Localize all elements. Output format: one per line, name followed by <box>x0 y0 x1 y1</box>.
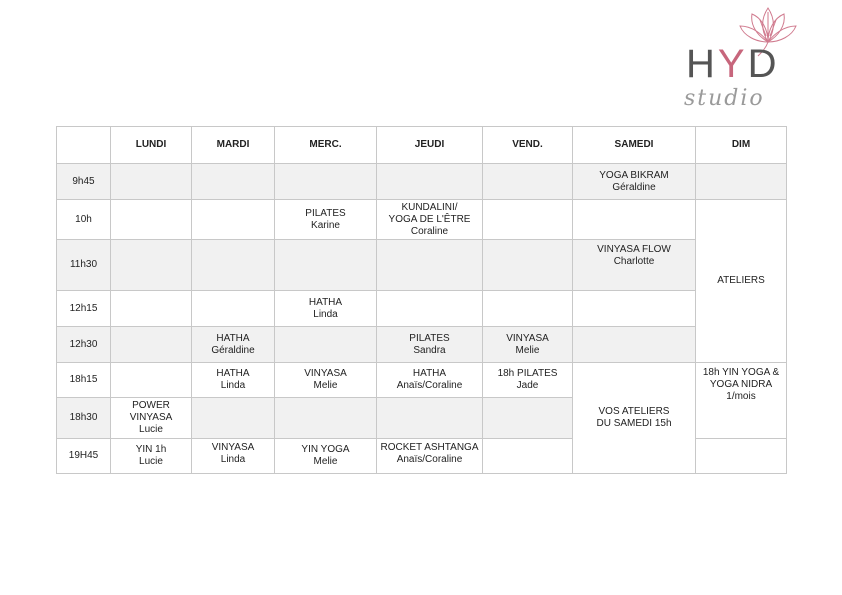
time-cell: 18h30 <box>57 398 111 439</box>
row-18h15 <box>57 363 787 398</box>
time-cell: 9h45 <box>57 164 111 200</box>
time-cell: 12h15 <box>57 291 111 327</box>
class-cell <box>377 363 483 398</box>
empty-cell <box>573 327 696 363</box>
teacher-name: Lucie <box>139 456 163 467</box>
class-cell <box>275 200 377 240</box>
teacher-name: Anaïs/Coraline <box>396 454 463 465</box>
class-name: 18h PILATES <box>497 368 558 379</box>
empty-cell <box>483 200 573 240</box>
class-cell <box>377 200 483 240</box>
empty-cell <box>696 439 787 474</box>
teacher-name: Lucie <box>139 424 163 435</box>
class-cell <box>275 363 377 398</box>
empty-cell <box>377 240 483 291</box>
class-name: VINYASA <box>129 412 173 423</box>
empty-cell <box>192 240 275 291</box>
class-cell <box>483 363 573 398</box>
teacher-name: Karine <box>311 219 340 231</box>
teacher-name: Géraldine <box>612 181 656 193</box>
teacher-name: Melie <box>313 380 338 391</box>
class-name: KUNDALINI/ <box>401 201 458 213</box>
teacher-name: Anaïs/Coraline <box>396 380 463 391</box>
header-dimanche: DIM <box>696 127 787 164</box>
row-12h30 <box>57 327 787 363</box>
time-cell: 10h <box>57 200 111 240</box>
empty-cell <box>192 200 275 240</box>
row-10h <box>57 200 787 240</box>
empty-cell <box>192 164 275 200</box>
class-name: 18h YIN YOGA & <box>702 367 780 378</box>
empty-cell <box>275 164 377 200</box>
empty-cell <box>111 291 192 327</box>
empty-cell <box>275 327 377 363</box>
empty-cell <box>111 240 192 291</box>
empty-cell <box>111 363 192 398</box>
class-name: YIN 1h <box>135 444 167 455</box>
empty-cell <box>483 291 573 327</box>
time-cell: 18h15 <box>57 363 111 398</box>
ateliers-line: VOS ATELIERS <box>598 406 670 417</box>
empty-cell <box>483 164 573 200</box>
class-cell <box>192 327 275 363</box>
header-jeudi: JEUDI <box>377 127 483 164</box>
samedi-ateliers-cell <box>573 363 696 474</box>
class-name: HATHA <box>216 332 250 344</box>
teacher-name: Linda <box>220 380 246 391</box>
empty-cell <box>573 200 696 240</box>
empty-cell <box>377 291 483 327</box>
class-cell <box>275 439 377 474</box>
class-cell <box>192 363 275 398</box>
dim-evening-cell <box>696 363 787 439</box>
class-name: HATHA <box>216 368 250 379</box>
header-vendredi: VEND. <box>483 127 573 164</box>
teacher-name: Linda <box>313 308 338 320</box>
class-name: POWER <box>132 400 170 411</box>
class-cell <box>275 291 377 327</box>
header-lundi: LUNDI <box>111 127 192 164</box>
time-cell: 11h30 <box>57 240 111 291</box>
empty-cell <box>483 439 573 474</box>
empty-cell <box>696 164 787 200</box>
class-name: PILATES <box>305 207 346 219</box>
class-cell <box>111 398 192 439</box>
empty-cell <box>111 164 192 200</box>
class-name: HATHA <box>412 368 447 379</box>
logo-wordmark: HYD <box>686 42 780 86</box>
class-name: PILATES <box>409 332 450 344</box>
empty-cell <box>483 398 573 439</box>
header-row <box>57 127 787 164</box>
frequency-note: 1/mois <box>726 391 756 402</box>
header-samedi: SAMEDI <box>573 127 696 164</box>
logo-subtitle: studio <box>684 86 765 111</box>
class-cell <box>377 327 483 363</box>
time-cell: 19H45 <box>57 439 111 474</box>
teacher-name: Charlotte <box>613 256 655 267</box>
teacher-name: Coraline <box>410 225 449 237</box>
empty-cell <box>111 200 192 240</box>
header-mercredi: MERC. <box>275 127 377 164</box>
teacher-name: Melie <box>313 456 338 467</box>
teacher-name: Sandra <box>413 344 446 356</box>
class-name: YOGA NIDRA <box>709 379 773 390</box>
empty-cell <box>377 398 483 439</box>
teacher-name: Linda <box>220 454 246 465</box>
empty-cell <box>275 240 377 291</box>
teacher-name: Melie <box>515 344 540 356</box>
class-cell <box>573 240 696 291</box>
empty-cell <box>192 398 275 439</box>
class-name: YOGA DE L'ÊTRE <box>388 213 471 225</box>
row-12h15 <box>57 291 787 327</box>
class-name: ROCKET ASHTANGA <box>380 442 479 453</box>
class-name: VINYASA <box>506 332 549 344</box>
dim-ateliers-cell: ATELIERS <box>696 200 787 363</box>
class-name: VINYASA <box>304 368 347 379</box>
class-name: YOGA BIKRAM <box>599 169 669 181</box>
class-cell <box>573 164 696 200</box>
class-name: HATHA <box>308 296 343 308</box>
class-name: VINYASA FLOW <box>597 244 671 255</box>
empty-cell <box>483 240 573 291</box>
class-name: VINYASA <box>211 442 255 453</box>
class-cell <box>483 327 573 363</box>
class-cell <box>377 439 483 474</box>
header-mardi: MARDI <box>192 127 275 164</box>
empty-cell <box>275 398 377 439</box>
class-name: YIN YOGA <box>301 444 350 455</box>
ateliers-line: DU SAMEDI 15h <box>596 418 672 429</box>
teacher-name: Jade <box>516 380 539 391</box>
time-cell: 12h30 <box>57 327 111 363</box>
schedule-table <box>56 126 787 474</box>
empty-cell <box>573 291 696 327</box>
empty-cell <box>192 291 275 327</box>
class-cell <box>111 439 192 474</box>
empty-cell <box>377 164 483 200</box>
row-9h45 <box>57 164 787 200</box>
row-11h30 <box>57 240 787 291</box>
teacher-name: Géraldine <box>211 344 255 356</box>
class-cell <box>192 439 275 474</box>
empty-cell <box>111 327 192 363</box>
header-corner <box>57 127 111 164</box>
